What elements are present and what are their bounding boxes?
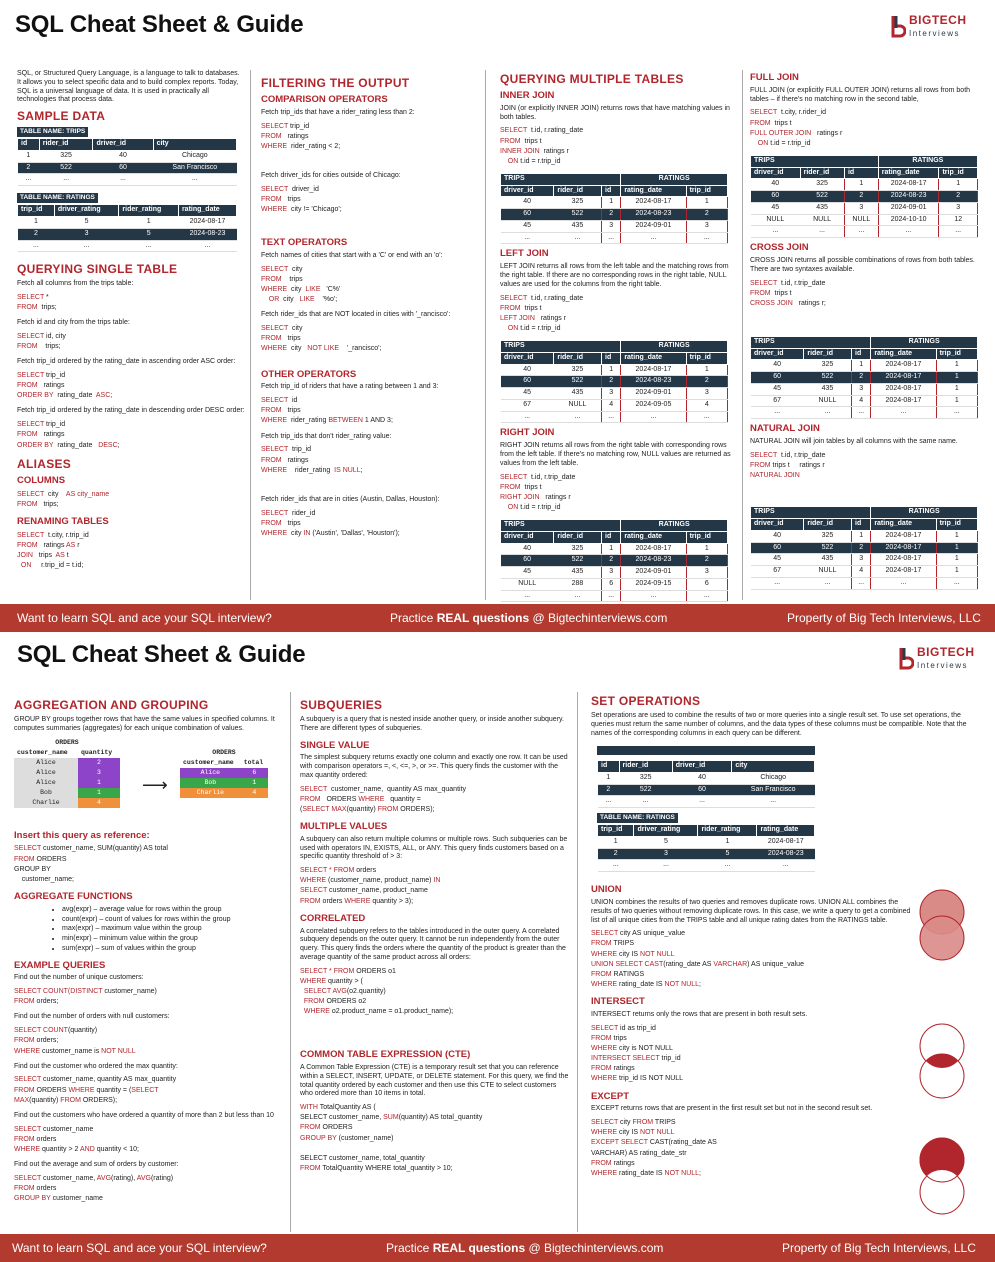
- code-block: SELECT t.id, r.trip_date FROM trips t ratings r NATURAL JOIN: [750, 451, 826, 480]
- arrow-icon: ⟶: [142, 774, 168, 795]
- ratings-table: trip_id driver_rating rider_rating rating_date 1 5 1 2024-08-17 2 3 5 2024-08-23 ... ... ... ...: [597, 824, 815, 872]
- code-block: SELECT city AS city_name FROM trips;: [17, 490, 110, 508]
- ratings-table-name: TABLE NAME: RATINGS: [17, 193, 98, 203]
- code-block: SELECT * FROM orders WHERE (customer_name, product_name) IN SELECT customer_name, product_name FROM orders WHERE quantity > 3);: [300, 867, 441, 905]
- trips-table-name: TABLE NAME: TRIPS: [17, 127, 88, 137]
- union-venn-icon: [914, 888, 970, 964]
- code-block: SELECT city FROM TRIPS WHERE city IS NOT NULL EXCEPT SELECT CAST(rating_date AS VARCHAR) AS rating_date_str FROM ratings WHERE rating_date IS NOT NULL;: [591, 1119, 717, 1177]
- page-title: SQL Cheat Sheet & Guide: [15, 11, 304, 38]
- code-block: SELECT t.city, r.trip_id FROM ratings AS r JOIN trips AS t ON r.trip_id = t.id;: [17, 531, 89, 570]
- table-row: 40 325 1 2024-08-17 1: [501, 197, 728, 209]
- sample-data-heading: SAMPLE DATA: [17, 109, 106, 123]
- code-block: SELECT customer_name, AVG(rating), AVG(rating) FROM orders GROUP BY customer_name: [14, 1174, 174, 1203]
- table-row: 40 325 1 2024-08-17 1: [751, 530, 978, 542]
- code-block: SELECT rider_id FROM trips WHERE city IN ('Austin', 'Dallas', 'Houston');: [261, 509, 400, 537]
- column-1: AGGREGATION AND GROUPING GROUP BY groups together rows that have the same values in specified columns. It computes summaries (aggregates) for each unique combination of values. ORDERS customer_name quantity Alice 2 Alice 3 Alice 1 Bob 1 Charlie 4 ⟶ ORDERS customer_name total Alice 6 Bob 1 Charlie 4 Insert this query as reference: SELECT customer_name, SUM(quantity) AS total FROM ORDERS GROUP BY customer_name; AGGREGATE FUNCTIONS • avg(expr) – average value for rows within the group • count(expr) – count of values for rows within the group • max(expr) – maximum value within the group • min(expr) – minimum value within the group • sum(expr) – sum of values within the group EXAMPLE QUERIES Find out the number of unique customers: SELECT COUNT(DISTINCT customer_name) FROM orders; Find out the number of orders with null customers: SELECT COUNT(quantity) FROM orders; WHERE customer_name is NOT NULL Find out the customer who ordered the max quantity: SELECT customer_name, quantity AS max_quantity FROM ORDERS WHERE quantity = (SELECT MAX(quantity) FROM ORDERS); Find out the customers who have ordered a quantity of more than 2 but less than 10 SELECT customer_name FROM orders WHERE quantity > 2 AND quantity < 10; Find out the average and sum of orders by customer: SELECT customer_name, AVG(rating), AVG(rating) FROM orders GROUP BY customer_name: [14, 696, 286, 1210]
- table-row: ... ... ... ... ...: [501, 411, 728, 423]
- code-block: SELECT * FROM ORDERS o1 WHERE quantity > ( SELECT AVG(o2.quantity) FROM ORDERS o2 WHERE o2.product_name = o1.product_name);: [300, 967, 454, 1016]
- footer: Want to learn SQL and ace your SQL interview? Practice REAL questions @ Bigtechinterviews.com Property of Big Tech Interviews, LLC: [0, 604, 995, 632]
- aliases-heading: ALIASES: [17, 456, 72, 471]
- page-2: [0, 632, 995, 1262]
- table-row: NULL NULL NULL 2024-10-10 12: [751, 214, 978, 226]
- table-row: 40 325 1 2024-08-17 1: [751, 360, 978, 372]
- code-block: SELECT COUNT(DISTINCT customer_name) FROM orders;: [14, 988, 157, 1006]
- column-2: FILTERING THE OUTPUT COMPARISON OPERATORS Fetch trip_ids that have a rider_rating less than 2: SELECT trip_id FROM ratings WHERE rider_rating < 2; Fetch driver_ids for cities outside of Chicago: SELECT driver_id FROM trips WHERE city != 'Chicago'; TEXT OPERATORS Fetch names of cities that start with a 'C' or end with an 'o': SELECT city FROM trips WHERE city LIKE 'C%' OR city LIKE '%o'; Fetch rider_ids that are NOT located in cities with '_rancisco': SELECT city FROM trips WHERE city NOT LIKE '_rancisco'; OTHER OPERATORS Fetch trip_id of riders that have a rating between 1 and 3: SELECT id FROM trips WHERE rider_rating BETWEEN 1 AND 3; Fetch trip_ids that don't rider_rating value: SELECT trip_id FROM ratings WHERE rider_rating IS NULL; Fetch rider_ids that are in cities (Austin, Dallas, Houston): SELECT rider_id FROM trips WHERE city IN ('Austin', 'Dallas', 'Houston');: [261, 74, 483, 545]
- table-row: 45 435 3 2024-09-01 3: [501, 567, 728, 579]
- table-row: 40 325 1 2024-08-17 1: [501, 364, 728, 376]
- code-block: SELECT customer_name FROM orders WHERE quantity > 2 AND quantity < 10;: [14, 1125, 139, 1153]
- code-block: SELECT id FROM trips WHERE rider_rating BETWEEN 1 AND 3;: [261, 397, 393, 425]
- trips-table: id rider_id driver_id city 1 325 40 Chicago 2 522 60 San Francisco ... ... ... ...: [597, 760, 815, 808]
- code-block: SELECT trip_id FROM ratings WHERE rider_rating IS NULL;: [261, 446, 363, 474]
- trips-table: id rider_id driver_id city 1 325 40 Chicago 2 522 60 San Francisco ... ... ... ...: [17, 138, 237, 186]
- page-title: SQL Cheat Sheet & Guide: [17, 641, 306, 668]
- table-row: ... ... ... ... ...: [751, 407, 978, 419]
- table-row: ... ... ... ... ...: [501, 590, 728, 602]
- code-block: SELECT t.id, r.trip_date FROM trips t CROSS JOIN ratings r;: [750, 279, 826, 307]
- logo-icon: [898, 646, 914, 670]
- code-block: SELECT trip_id FROM ratings WHERE rider_rating < 2;: [261, 122, 341, 150]
- groupby-illustration: [14, 738, 286, 824]
- join-table: TRIPS RATINGS driver_id rider_id id rating_date trip_id 40 325 1 2024-08-17 1 60 522 2 2024-08-23 2 45 435 3 2024-09-01 3 NULL 288 6 2024-09-15 6 ... ... ... ... ...: [500, 519, 740, 602]
- except-venn-icon: [914, 1136, 970, 1218]
- code-block: SELECT t.id, r.rating_date FROM trips t INNER JOIN ratings r ON t.id = r.trip_id: [500, 127, 584, 165]
- table-row: 60 522 2 2024-08-23 2: [501, 376, 728, 388]
- ratings-table: trip_id driver_rating rider_rating rating_date 1 5 1 2024-08-17 2 3 5 2024-08-23 ... ... ... ...: [17, 204, 237, 252]
- column-2: SUBQUERIES A subquery is a query that is nested inside another query, or inside another subquery. There are different types of subqueries. SINGLE VALUE The simplest subquery returns exactly one column and exactly one row. It can be used with comparison operators =, <, <=, >, or >=. This query finds the customer with the max quantity ordered: SELECT customer_name, quantity AS max_quantity FROM ORDERS WHERE quantity = (SELECT MAX(quantity) FROM ORDERS); MULTIPLE VALUES A subquery can also return multiple columns or multiple rows. Such subqueries can be used with operators IN, EXISTS, ALL, or ANY. This query finds customers based on a specific quantity threshold of > 3: SELECT * FROM orders WHERE (customer_name, product_name) IN SELECT customer_name, product_name FROM orders WHERE quantity > 3); CORRELATED A correlated subquery refers to the tables introduced in the outer query. A correlated subquery depends on the outer query. It cannot be run independently from the outer query. This query finds the orders where the quantity of the product is greater than the average quantity of the same product across all orders: SELECT * FROM ORDERS o1 WHERE quantity > ( SELECT AVG(o2.quantity) FROM ORDERS o2 WHERE o2.product_name = o1.product_name); COMMON TABLE EXPRESSION (CTE) A Common Table Expression (CTE) is a temporary result set that you can reference within a SELECT, INSERT, UPDATE, or DELETE statement. For this query, we find the total quantity ordered by each customer and then use this CTE to select customers who ordered more than 10 items in total. WITH TotalQuantity AS ( SELECT customer_name, SUM(quantity) AS total_quantity FROM ORDERS GROUP BY (customer_name) SELECT customer_name, total_quantity FROM TotalQuantity WHERE total_quantity > 10;: [300, 696, 570, 1180]
- table-row: 45 435 3 2024-09-01 3: [501, 388, 728, 400]
- single-table-heading: QUERYING SINGLE TABLE: [17, 262, 178, 277]
- table-row: 67 NULL 4 2024-09-05 4: [501, 399, 728, 411]
- logo: BIGTECH Interviews: [898, 646, 975, 671]
- table-row: 45 435 3 2024-08-17 1: [751, 383, 978, 395]
- column-3: QUERYING MULTIPLE TABLES INNER JOIN JOIN (or explicitly INNER JOIN) returns rows that have matching values in both tables. SELECT t.id, r.rating_date FROM trips t INNER JOIN ratings r ON t.id = r.trip_id TRIPS RATINGS driver_id rider_id id rating_date trip_id 40 325 1 2024-08-17 1 60 522 2 2024-08-23 2 45 435 3 2024-09-01 3 ... ... ... ... ... LEFT JOIN LEFT JOIN returns all rows from the left table and the matching rows from the right table. If there are no corresponding rows in the right table, NULL values are used for the columns from the right table. SELECT t.id, r.rating_date FROM trips t LEFT JOIN ratings r ON t.id = r.trip_id TRIPS RATINGS driver_id rider_id id rating_date trip_id 40 325 1 2024-08-17 1 60 522 2 2024-08-23 2 45 435 3 2024-09-01 3 67 NULL 4 2024-09-05 4 ... ... ... ... ... RIGHT JOIN RIGHT JOIN returns all rows from the right table with corresponding rows from the left table. If there's no matching row, NULL values are returned as values from the left table. SELECT t.id, r.trip_date FROM trips t RIGHT JOIN ratings r ON t.id = r.trip_id TRIPS RATINGS driver_id rider_id id rating_date trip_id 40 325 1 2024-08-17 1 60 522 2 2024-08-23 2 45 435 3 2024-09-01 3 NULL 288 6 2024-09-15 6 ... ... ... ... ...: [500, 70, 740, 603]
- column-1: SQL, or Structured Query Language, is a language to talk to databases. It allows you to select specific data and to build complex reports. Today, SQL is a universal language of data. It is used in practically all technologies that process data. SAMPLE DATA TABLE NAME: TRIPS id rider_id driver_id city 1 325 40 Chicago 2 522 60 San Francisco ... ... ... ... TABLE NAME: RATINGS trip_id driver_rating rider_rating rating_date 1 5 1 2024-08-17 2 3 5 2024-08-23 ... ... ... ... QUERYING SINGLE TABLE Fetch all columns from the trips table: SELECT * FROM trips; Fetch id and city from the trips table: SELECT id, city FROM trips; Fetch trip_id ordered by the rating_date in ascending order ASC order: SELECT trip_id FROM ratings ORDER BY rating_date ASC; Fetch trip_id ordered by the rating_date in descending order DESC order: SELECT trip_id FROM ratings ORDER BY rating_date DESC; ALIASES COLUMNS SELECT city AS city_name FROM trips; RENAMING TABLES SELECT t.city, r.trip_id FROM ratings AS r JOIN trips AS t ON r.trip_id = t.id;: [17, 70, 245, 577]
- subqueries-heading: SUBQUERIES: [300, 698, 383, 712]
- table-row: ... ... ... ... ...: [751, 577, 978, 589]
- intro-text: SQL, or Structured Query Language, is a language to talk to databases. It allows you to select specific data and to build complex reports. Today, SQL is a universal language of data. It is used in practically all technologies that process data.: [17, 70, 240, 104]
- set-ops-heading: SET OPERATIONS: [591, 694, 701, 708]
- code-block: SELECT t.id, r.rating_date FROM trips t LEFT JOIN ratings r ON t.id = r.trip_id: [500, 294, 584, 332]
- table-row: 60 522 2 2024-08-23 2: [501, 555, 728, 567]
- table-row: 45 435 3 2024-09-01 3: [751, 202, 978, 214]
- grouped-table: ORDERS customer_name total Alice 6 Bob 1 Charlie 4: [180, 748, 268, 799]
- table-row: 67 NULL 4 2024-08-17 1: [751, 395, 978, 407]
- code-block: SELECT customer_name, SUM(quantity) AS total FROM ORDERS GROUP BY customer_name;: [14, 845, 168, 883]
- code-block: WITH TotalQuantity AS ( SELECT customer_name, SUM(quantity) AS total_quantity FROM ORDERS GROUP BY (customer_name) SELECT customer_name, total_quantity FROM TotalQuantity WHERE total_quantity > 10;: [300, 1104, 483, 1173]
- table-row: ... ... ... ... ...: [751, 226, 978, 238]
- join-table: TRIPS RATINGS driver_id rider_id id rating_date trip_id 40 325 1 2024-08-17 1 60 522 2 2024-08-17 1 45 435 3 2024-08-17 1 67 NULL 4 2024-08-17 1 ... ... ... ... ...: [750, 336, 982, 419]
- multi-heading: QUERYING MULTIPLE TABLES: [500, 72, 684, 86]
- join-table: TRIPS RATINGS driver_id rider_id id rating_date trip_id 40 325 1 2024-08-17 1 60 522 2 2024-08-17 1 45 435 3 2024-08-17 1 67 NULL 4 2024-08-17 1 ... ... ... ... ...: [750, 506, 982, 589]
- code-block: SELECT t.city, r.rider_id FROM trips t FULL OUTER JOIN ratings r ON t.id = r.trip_id: [750, 109, 843, 147]
- code-block: SELECT city AS unique_value FROM TRIPS WHERE city IS NOT NULL UNION SELECT CAST(rating_date AS VARCHAR) AS unique_value FROM RATINGS WHERE rating_date IS NOT NULL;: [591, 930, 804, 988]
- table-row: 67 NULL 4 2024-08-17 1: [751, 566, 978, 578]
- table-row: 40 325 1 2024-08-17 1: [501, 543, 728, 555]
- table-row: 60 522 2 2024-08-23 2: [501, 209, 728, 221]
- divider: [577, 692, 578, 1232]
- logo-icon: [890, 14, 906, 38]
- filtering-heading: FILTERING THE OUTPUT: [261, 76, 410, 90]
- table-row: NULL 288 6 2024-09-15 6: [501, 578, 728, 590]
- orders-table: ORDERS customer_name quantity Alice 2 Alice 3 Alice 1 Bob 1 Charlie 4: [14, 738, 120, 809]
- join-table: TRIPS RATINGS driver_id rider_id id rating_date trip_id 40 325 1 2024-08-17 1 60 522 2 2024-08-23 2 45 435 3 2024-09-01 3 ... ... ... ... ...: [500, 173, 740, 245]
- code-block: SELECT trip_id FROM ratings ORDER BY rating_date ASC;: [17, 372, 113, 400]
- code-block: SELECT driver_id FROM trips WHERE city != 'Chicago';: [261, 185, 342, 214]
- code-block: SELECT id as trip_id FROM trips WHERE city is NOT NULL INTERSECT SELECT trip_id FROM ratings WHERE trip_id IS NOT NULL: [591, 1024, 684, 1083]
- divider: [742, 70, 743, 600]
- agg-heading: AGGREGATION AND GROUPING: [14, 698, 209, 712]
- code-block: SELECT * FROM trips;: [17, 294, 57, 312]
- join-table: TRIPS RATINGS driver_id rider_id id rating_date trip_id 40 325 1 2024-08-17 1 60 522 2 2024-08-23 2 45 435 3 2024-09-01 3 NULL NULL NULL 2024-10-10 12 ... ... ... ... ...: [750, 155, 982, 238]
- table-row: ... ... ... ... ...: [501, 232, 728, 244]
- table-row: 60 522 2 2024-08-17 1: [751, 542, 978, 554]
- table-row: 40 325 1 2024-08-17 1: [751, 179, 978, 191]
- table-row: 45 435 3 2024-09-01 3: [501, 220, 728, 232]
- code-block: SELECT trip_id FROM ratings ORDER BY rating_date DESC;: [17, 421, 120, 449]
- code-block: SELECT id, city FROM trips;: [17, 333, 66, 351]
- table-row: 60 522 2 2024-08-17 1: [751, 372, 978, 384]
- footer: Want to learn SQL and ace your SQL interview? Practice REAL questions @ Bigtechinterviews.com Property of Big Tech Interviews, LLC: [0, 1234, 995, 1262]
- code-block: SELECT city FROM trips WHERE city LIKE 'C%' OR city LIKE '%o';: [261, 265, 341, 304]
- column-3: SET OPERATIONS Set operations are used to combine the results of two or more queries into a single result set. To use set operations, the queries must return the same number of columns, and the data types of these columns must be compatible. Note that the names of the corresponding columns in each query can be different. id rider_id driver_id city 1 325 40 Chicago 2 522 60 San Francisco ... ... ... ... TABLE NAME: RATINGS trip_id driver_rating rider_rating rating_date 1 5 1 2024-08-17 2 3 5 2024-08-23 ... ... ... ... UNION UNION combines the results of two queries and removes duplicate rows. UNION ALL combines the results of two queries without removing duplicate rows. In this case, we write a query to get a combined list of all unique cities from the TRIPS table and all unique rating dates from the RATINGS table. SELECT city AS unique_value FROM TRIPS WHERE city IS NOT NULL UNION SELECT CAST(rating_date AS VARCHAR) AS unique_value FROM RATINGS WHERE rating_date IS NOT NULL; INTERSECT INTERSECT returns only the rows that are present in both result sets. SELECT id as trip_id FROM trips WHERE city is NOT NULL INTERSECT SELECT trip_id FROM ratings WHERE trip_id IS NOT NULL EXCEPT EXCEPT returns rows that are present in the first result set but not in the second result set. SELECT city FROM TRIPS WHERE city IS NOT NULL EXCEPT SELECT CAST(rating_date AS VARCHAR) AS rating_date_str FROM ratings WHERE rating_date IS NOT NULL;: [591, 692, 981, 1185]
- join-table: TRIPS RATINGS driver_id rider_id id rating_date trip_id 40 325 1 2024-08-17 1 60 522 2 2024-08-23 2 45 435 3 2024-09-01 3 67 NULL 4 2024-09-05 4 ... ... ... ... ...: [500, 340, 740, 423]
- column-4: FULL JOIN FULL JOIN (or explicitly FULL OUTER JOIN) returns all rows from both tables – if there's no matching row in the second table, SELECT t.city, r.rider_id FROM trips t FULL OUTER JOIN ratings r ON t.id = r.trip_id TRIPS RATINGS driver_id rider_id id rating_date trip_id 40 325 1 2024-08-17 1 60 522 2 2024-08-23 2 45 435 3 2024-09-01 3 NULL NULL NULL 2024-10-10 12 ... ... ... ... ... CROSS JOIN CROSS JOIN returns all possible combinations of rows from both tables. There are two syntaxes available. SELECT t.id, r.trip_date FROM trips t CROSS JOIN ratings r; TRIPS RATINGS driver_id rider_id id rating_date trip_id 40 325 1 2024-08-17 1 60 522 2 2024-08-17 1 45 435 3 2024-08-17 1 67 NULL 4 2024-08-17 1 ... ... ... ... ... NATURAL JOIN NATURAL JOIN will join tables by all columns with the same name. SELECT t.id, r.trip_date FROM trips t ratings r NATURAL JOIN TRIPS RATINGS driver_id rider_id id rating_date trip_id 40 325 1 2024-08-17 1 60 522 2 2024-08-17 1 45 435 3 2024-08-17 1 67 NULL 4 2024-08-17 1 ... ... ... ... ...: [750, 70, 982, 591]
- table-row: 60 522 2 2024-08-23 2: [751, 191, 978, 203]
- divider: [250, 70, 251, 600]
- code-block: SELECT customer_name, quantity AS max_quantity FROM ORDERS WHERE quantity = (SELECT MAX(quantity) FROM ORDERS);: [300, 785, 467, 813]
- code-block: SELECT customer_name, quantity AS max_quantity FROM ORDERS WHERE quantity = (SELECT MAX(quantity) FROM ORDERS);: [14, 1076, 177, 1104]
- divider: [290, 692, 291, 1232]
- aggregate-list: • avg(expr) – average value for rows within the group • count(expr) – count of values for rows within the group • max(expr) – maximum value within the group • min(expr) – minimum value within the group • sum(expr) – sum of values within the group: [62, 906, 286, 954]
- code-block: SELECT COUNT(quantity) FROM orders; WHERE customer_name is NOT NULL: [14, 1027, 136, 1055]
- code-block: SELECT t.id, r.trip_date FROM trips t RIGHT JOIN ratings r ON t.id = r.trip_id: [500, 473, 576, 511]
- table-row: 45 435 3 2024-08-17 1: [751, 554, 978, 566]
- logo: BIGTECH Interviews: [890, 14, 967, 39]
- code-block: SELECT city FROM trips WHERE city NOT LIKE '_rancisco';: [261, 325, 382, 353]
- intersect-venn-icon: [914, 1022, 970, 1102]
- divider: [485, 70, 486, 600]
